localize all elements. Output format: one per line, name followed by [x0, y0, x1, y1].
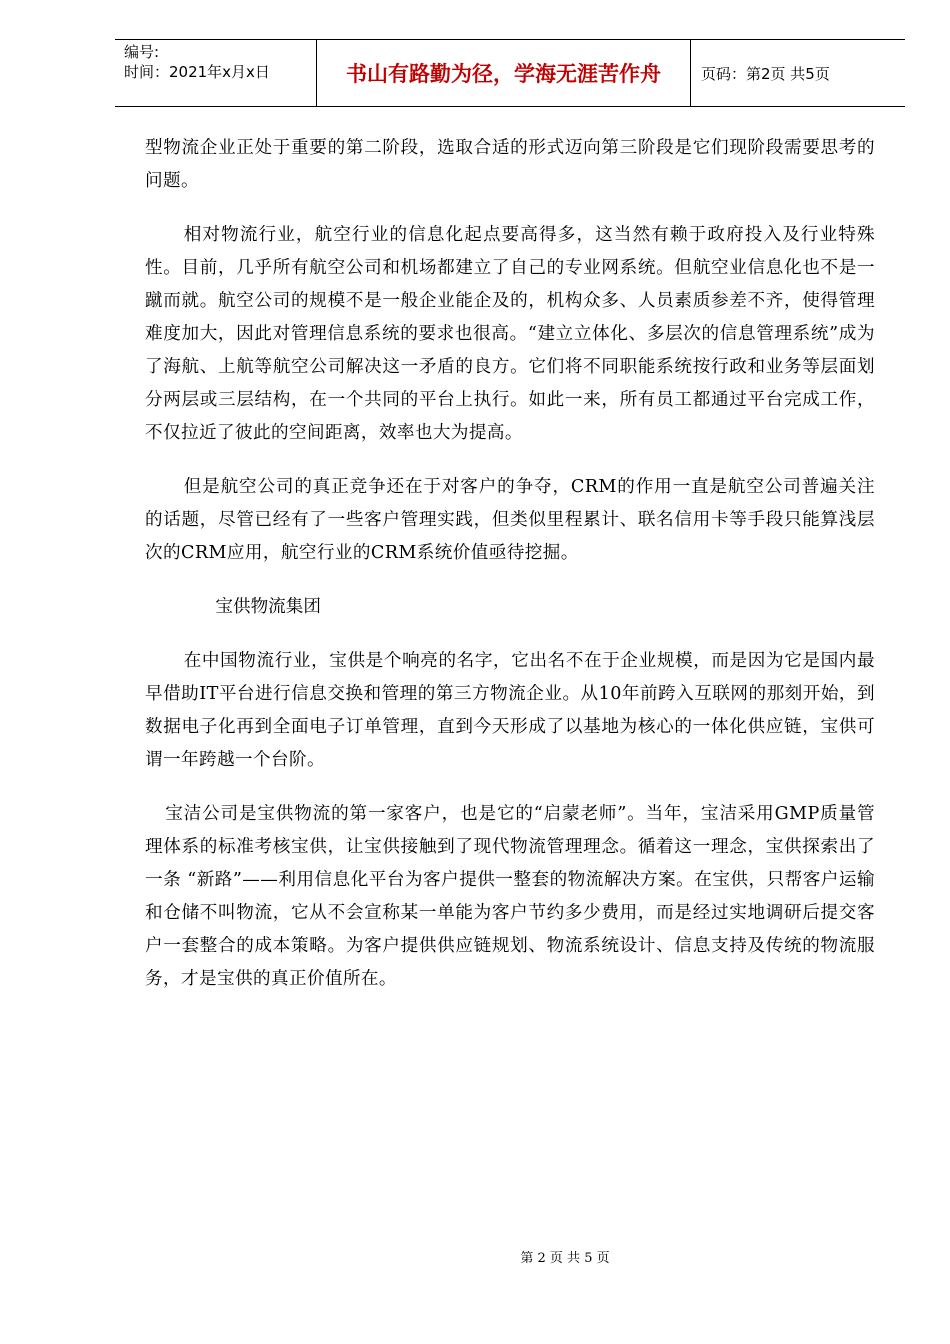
header-page-cell [691, 40, 905, 106]
paragraph-aviation-it: 相对物流行业，航空行业的信息化起点要高得多，这当然有赖于政府投入及行业特殊性。目前，几乎所有航空公司和机场都建立了自己的专业网系统。但航空业信息化也不是一蹴而就。航空公司的规模不是一般企业能企及的，机构众多、人员素质参差不齐，使得管理难度加大，因此对管理信息系统的要求也很高。“建立立体化、多层次的信息管理系统”成为了海航、上航等航空公司解决这一矛盾的良方。它们将不同职能系统按行政和业务等层面划分两层或三层结构，在一个共同的平台上执行。如此一来，所有员工都通过平台完成工作，不仅拉近了彼此的空间距离，效率也大为提高。 [145, 225, 875, 443]
footer-page-number: 第 2 页 共 5 页 [520, 1251, 610, 1266]
paragraph-aviation-crm: 但是航空公司的真正竞争还在于对客户的争夺，CRM的作用一直是航空公司普遍关注的话题，尽管已经有了一些客户管理实践，但类似里程累计、联名信用卡等手段只能算浅层次的CRM应用，航空行业的CRM系统价值亟待挖掘。 [145, 477, 875, 563]
document-number-label: 编号: [124, 43, 160, 61]
paragraph-continuation: 型物流企业正处于重要的第二阶段，选取合适的形式迈向第三阶段是它们现阶段需要思考的问题。 [145, 138, 875, 191]
page-header [115, 39, 905, 107]
page-footer [0, 1247, 950, 1266]
header-motto: 书山有路勤为径，学海无涯苦作舟 [346, 62, 661, 86]
paragraph-baogong-intro: 在中国物流行业，宝供是个响亮的名字，它出名不在于企业规模，而是因为它是国内最早借助IT平台进行信息交换和管理的第三方物流企业。从10年前跨入互联网的那刻开始，到数据电子化再到全面电子订单管理，直到今天形成了以基地为核心的一体化供应链，宝供可谓一年跨越一个台阶。 [145, 651, 875, 770]
section-heading-baogong: 宝供物流集团 [215, 597, 321, 617]
document-date: 时间：2021年x月x日 [124, 63, 270, 81]
header-motto-cell [317, 40, 691, 106]
document-body [145, 132, 875, 1017]
header-page-info: 页码：第2页 共5页 [701, 64, 830, 83]
header-meta-cell [115, 40, 317, 106]
paragraph-baogong-pg: 宝洁公司是宝供物流的第一家客户，也是它的“启蒙老师”。当年，宝洁采用GMP质量管理体系的标准考核宝供，让宝供接触到了现代物流管理理念。循着这一理念，宝供探索出了一条 “新路”——利用信息化平台为客户提供一整套的物流解决方案。在宝供，只帮客户运输和仓储不叫物流，它从不会宣称某一单能为客户节约多少费用，而是经过实地调研后提交客户一套整合的成本策略。为客户提供供应链规划、物流系统设计、信息支持及传统的物流服务，才是宝供的真正价值所在。 [145, 804, 875, 989]
